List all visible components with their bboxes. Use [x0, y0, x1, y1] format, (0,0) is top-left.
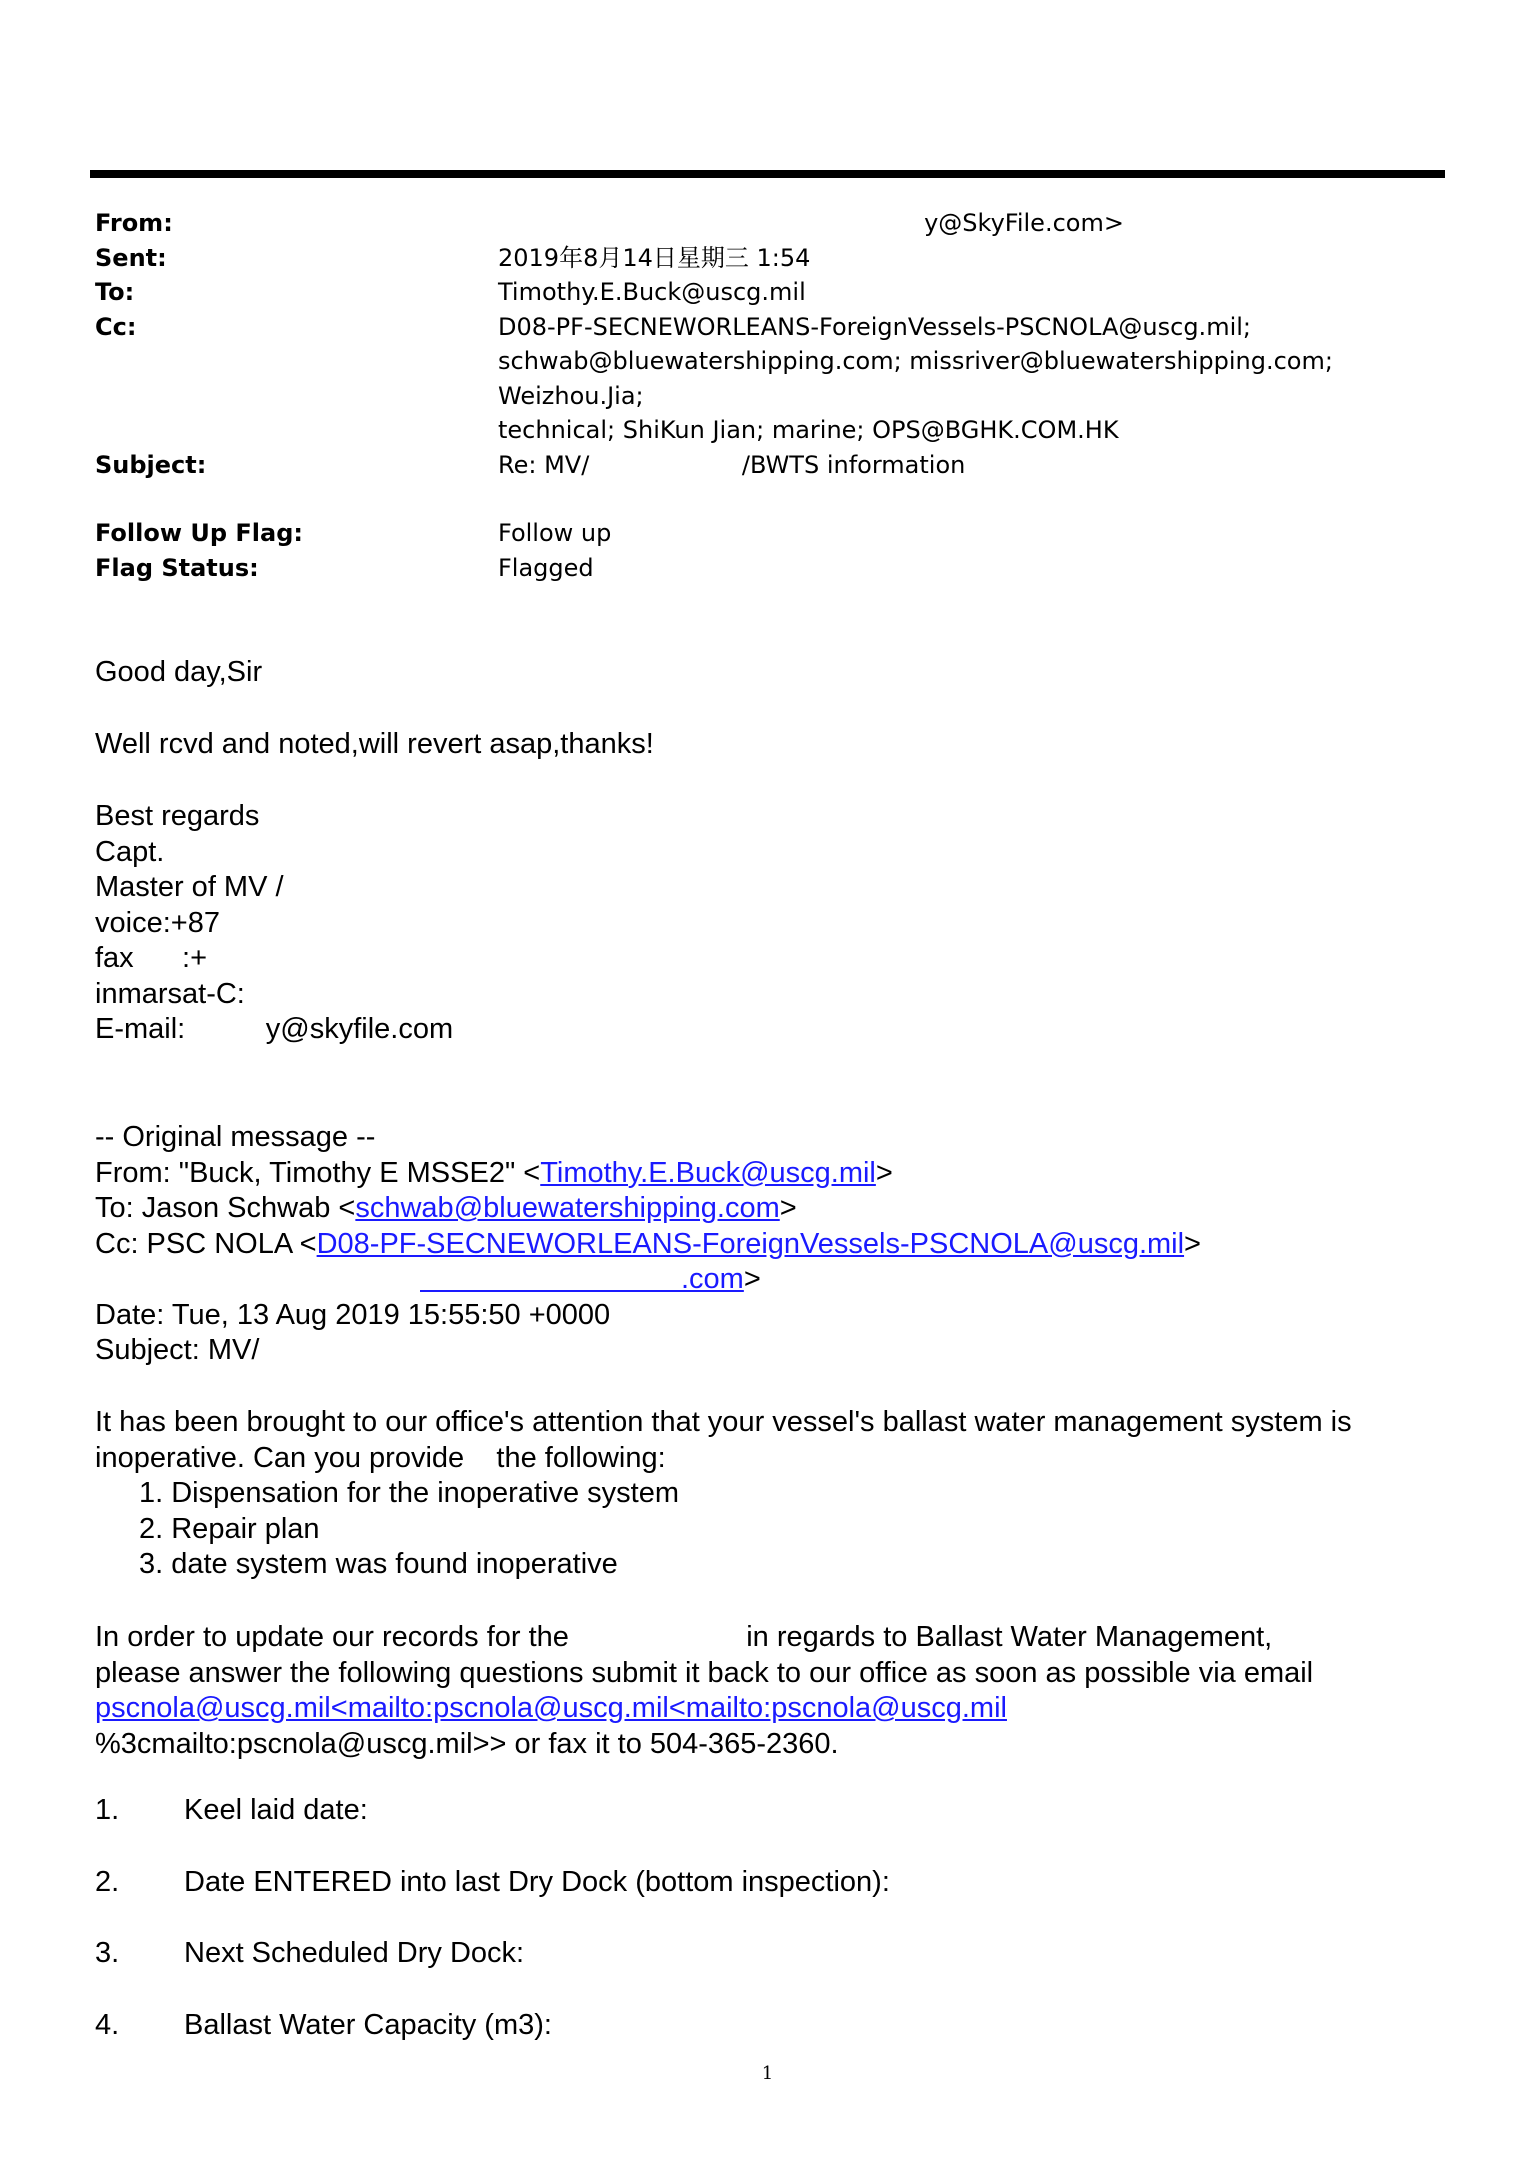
email-header	[95, 206, 1455, 585]
question-number: 4.	[95, 2008, 120, 2041]
reply-body	[95, 655, 1455, 691]
followup-label: Follow Up Flag:	[95, 519, 303, 547]
request-item: 1. Dispensation for the inoperative system	[139, 1477, 679, 1509]
question-number: 1.	[95, 1794, 120, 1826]
signature-email: E-mail: y@skyfile.com	[95, 1013, 454, 1045]
cropped-header-text	[92, 140, 96, 156]
from-label: From:	[95, 209, 173, 237]
original-paragraph-2	[95, 1620, 1455, 1762]
records-request-line-1: In order to update our records for the in regards to Ballast Water Management,	[95, 1621, 1273, 1653]
signature-master: Master of MV /	[95, 871, 284, 903]
question-item	[95, 1865, 1455, 1901]
original-cc: Cc: PSC NOLA <D08-PF-SECNEWORLEANS-ForeignVessels-PSCNOLA@uscg.mil>	[95, 1227, 1201, 1260]
question-text: Keel laid date:	[184, 1794, 368, 1826]
to-value: Timothy.E.Buck@uscg.mil	[498, 278, 806, 306]
question-text: Ballast Water Capacity (m3):	[184, 2008, 552, 2041]
flagstatus-row	[95, 551, 1455, 586]
questions-list	[95, 1793, 1455, 2079]
signature	[95, 799, 1455, 1048]
followup-value: Follow up	[498, 519, 612, 547]
followup-row	[95, 516, 1455, 551]
original-cc2-email-link[interactable]: .com	[420, 1263, 744, 1295]
sent-row	[95, 241, 1455, 276]
original-message-header	[95, 1120, 1455, 1369]
request-item: 3. date system was found inoperative	[139, 1548, 618, 1580]
question-number: 2.	[95, 1865, 120, 1898]
original-subject: Subject: MV/	[95, 1334, 260, 1366]
original-cc-continued: .com>	[95, 1262, 1455, 1298]
reply-message: Well rcvd and noted,will revert asap,thanks!	[95, 728, 654, 760]
original-from-email-link[interactable]: Timothy.E.Buck@uscg.mil	[540, 1156, 876, 1189]
header-divider	[90, 170, 1445, 178]
original-paragraph-1	[95, 1405, 1455, 1583]
records-request-line-2: please answer the following questions submit it back to our office as soon as possible via email	[95, 1656, 1314, 1689]
original-to-email-link[interactable]: schwab@bluewatershipping.com	[355, 1192, 780, 1224]
subject-label: Subject:	[95, 450, 207, 479]
sent-label: Sent:	[95, 243, 167, 272]
question-text: Next Scheduled Dry Dock:	[184, 1937, 525, 1969]
inoperative-notice: It has been brought to our office's attention that your vessel's ballast water management system is inoperative. Can you provide the following:	[95, 1406, 1360, 1474]
request-item: 2. Repair plan	[139, 1512, 320, 1545]
page-number: 1	[761, 2063, 774, 2084]
question-item	[95, 2008, 1455, 2044]
records-request-line-4: %3cmailto:pscnola@uscg.mil>> or fax it to 504-365-2360.	[95, 1727, 839, 1760]
to-row	[95, 275, 1455, 310]
original-heading: -- Original message --	[95, 1121, 376, 1153]
original-from: From: "Buck, Timothy E MSSE2" <Timothy.E.Buck@uscg.mil>	[95, 1156, 893, 1189]
greeting: Good day,Sir	[95, 656, 263, 688]
to-label: To:	[95, 278, 135, 306]
reply-message-block	[95, 727, 1455, 763]
signature-inmarsat: inmarsat-C:	[95, 977, 245, 1010]
question-item	[95, 1936, 1455, 1972]
signature-name: Capt.	[95, 835, 165, 868]
pscnola-email-link[interactable]: pscnola@uscg.mil<mailto:pscnola@uscg.mil<mailto:pscnola@uscg.mil	[95, 1692, 1007, 1724]
original-to: To: Jason Schwab <schwab@bluewatershipping.com>	[95, 1192, 797, 1224]
cc-value: D08-PF-SECNEWORLEANS-ForeignVessels-PSCNOLA@uscg.mil; schwab@bluewatershipping.com; missriver@bluewatershipping.com; Weizhou.Jia; technical; ShiKun Jian; marine; OPS@BGHK.COM.HK	[498, 312, 1333, 444]
signature-fax: fax :+	[95, 942, 208, 974]
request-list	[95, 1476, 1455, 1583]
cc-row	[95, 310, 1455, 448]
flagstatus-value: Flagged	[498, 553, 594, 582]
question-number: 3.	[95, 1937, 120, 1969]
sent-value: 2019年8月14日星期三 1:54	[498, 243, 811, 272]
signoff: Best regards	[95, 800, 260, 832]
question-text: Date ENTERED into last Dry Dock (bottom inspection):	[184, 1865, 890, 1898]
records-request-link-line	[95, 1691, 1455, 1727]
original-date: Date: Tue, 13 Aug 2019 15:55:50 +0000	[95, 1298, 611, 1331]
from-value: y@SkyFile.com>	[498, 206, 1455, 241]
flagstatus-label: Flag Status:	[95, 553, 259, 582]
signature-voice: voice:+87	[95, 906, 220, 939]
question-item	[95, 1793, 1455, 1829]
from-row	[95, 206, 1455, 241]
cc-label: Cc:	[95, 312, 137, 341]
subject-value: Re: MV/ /BWTS information	[498, 450, 966, 479]
subject-row	[95, 448, 1455, 483]
original-cc-email-link[interactable]: D08-PF-SECNEWORLEANS-ForeignVessels-PSCNOLA@uscg.mil	[316, 1227, 1185, 1260]
